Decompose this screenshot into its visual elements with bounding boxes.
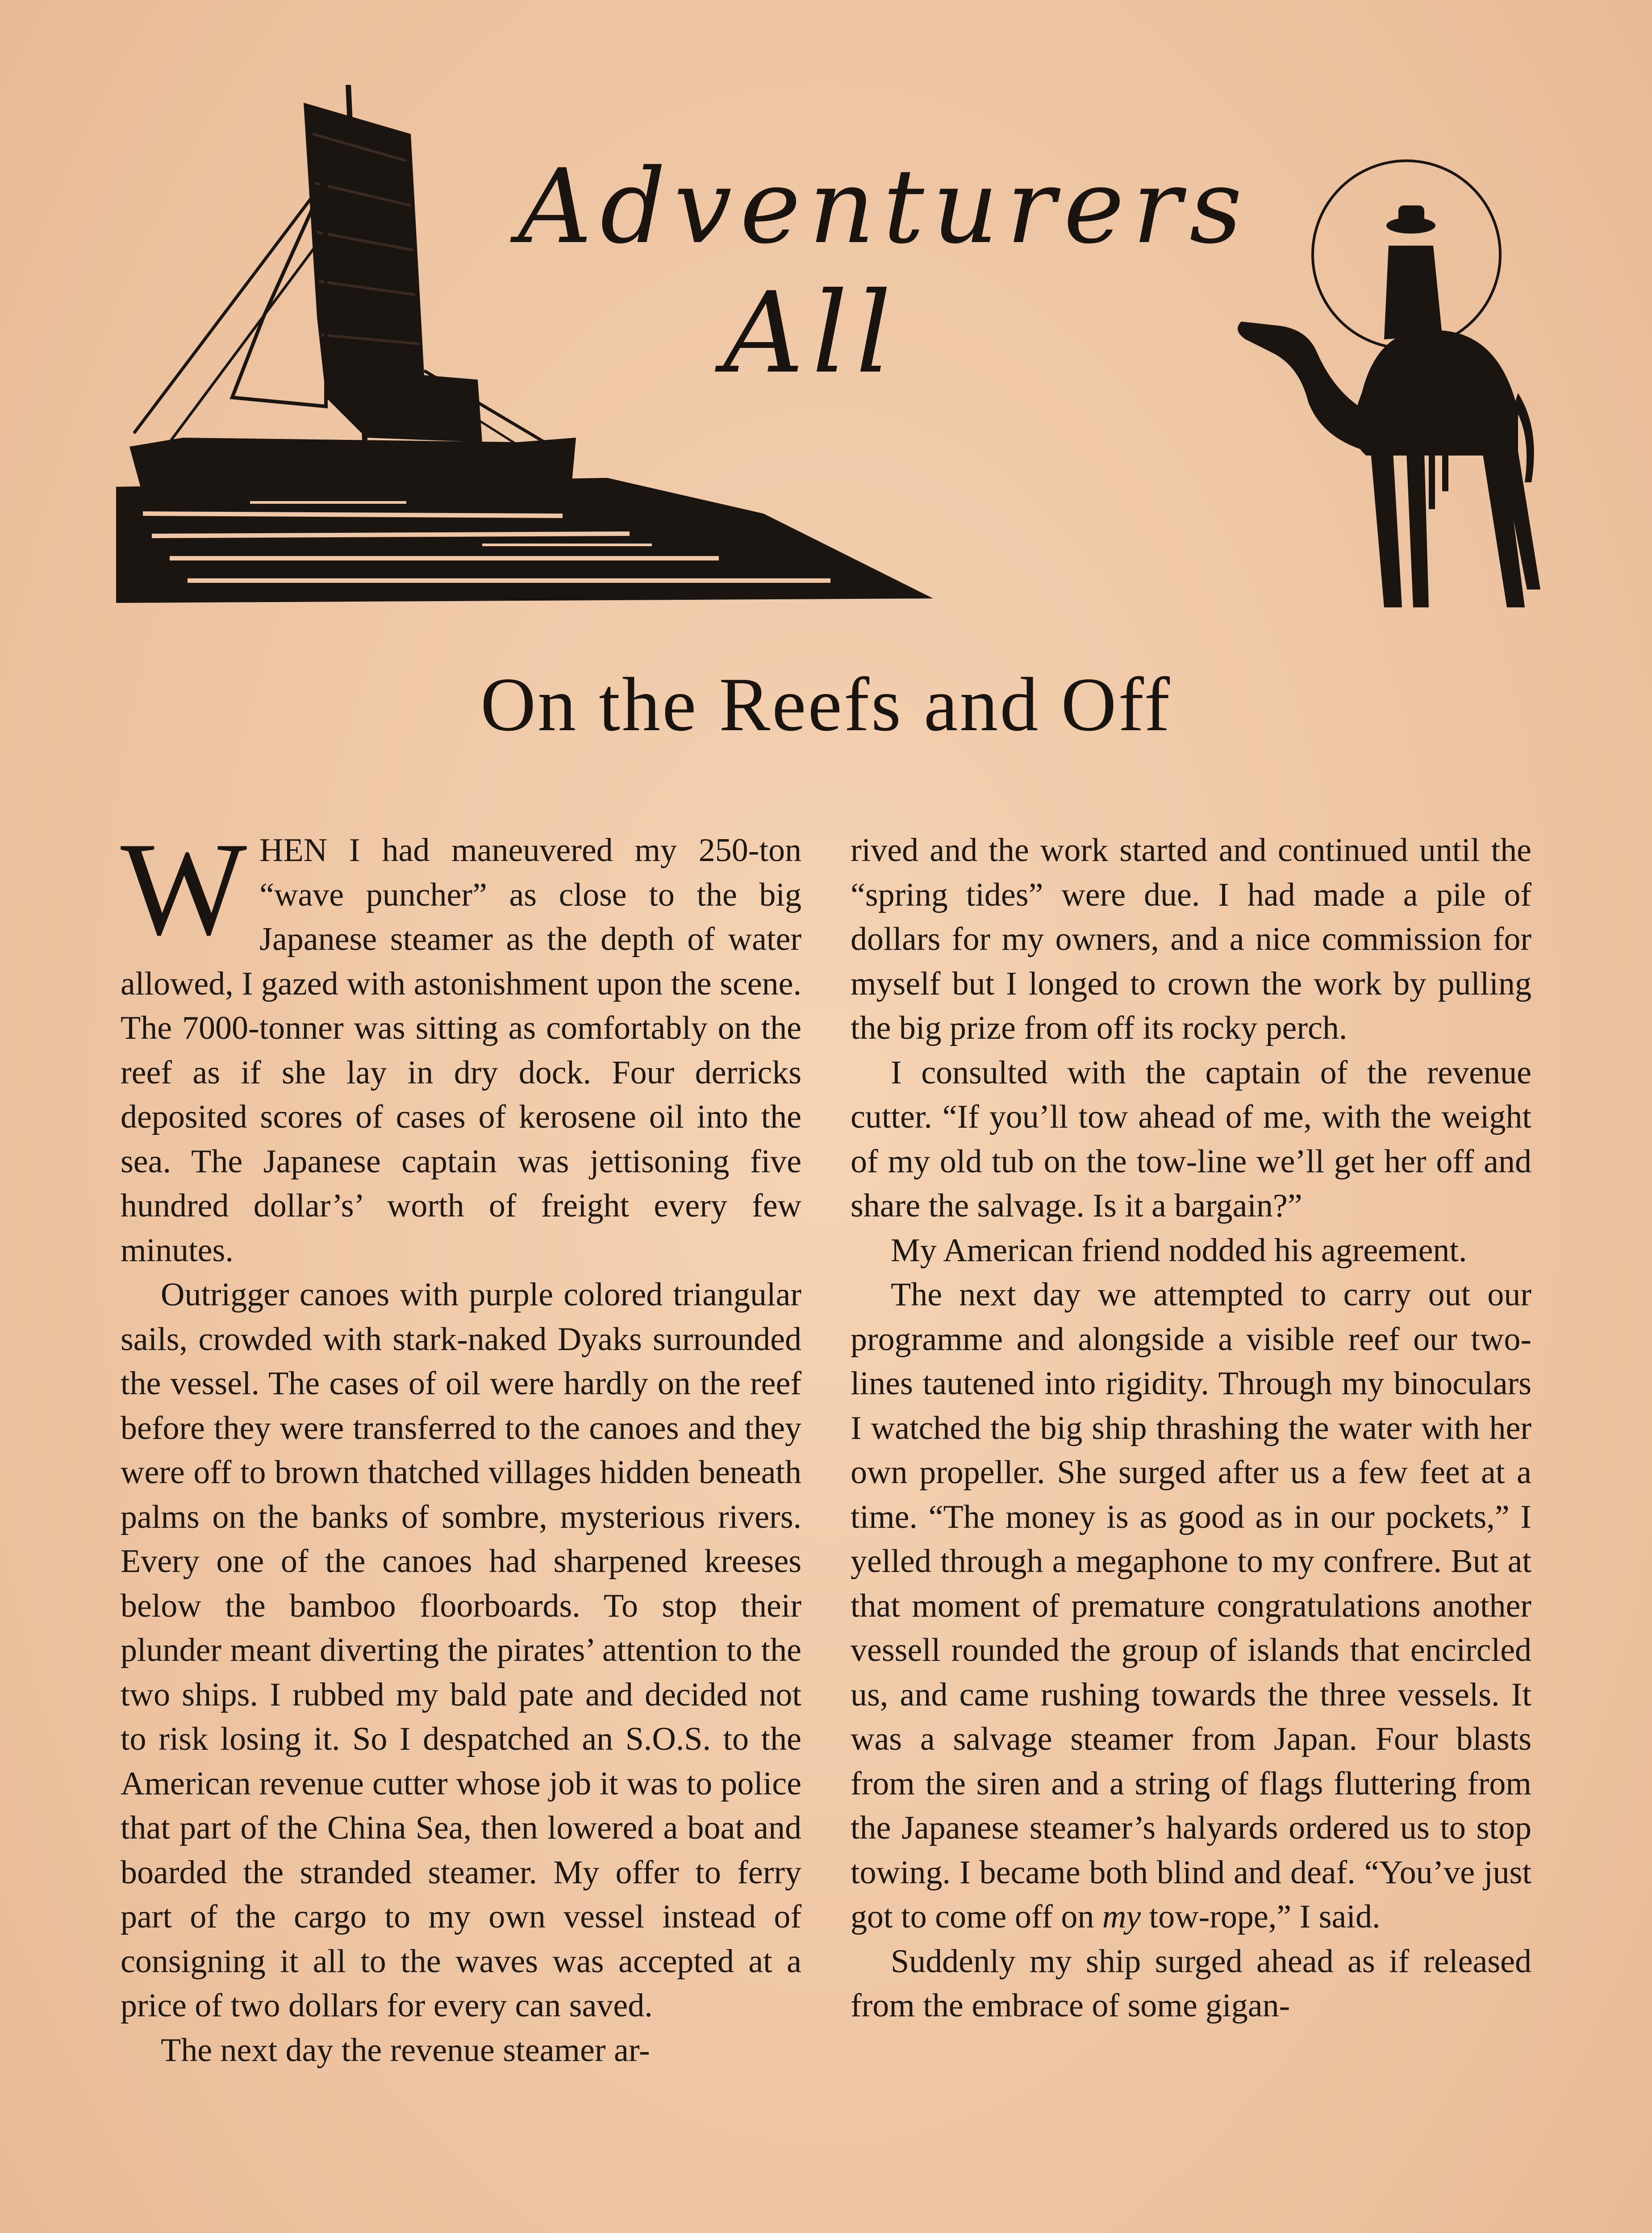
paragraph: Suddenly my ship surged ahead as if released from the embrace of some gigan- [851,1943,1531,2024]
paragraph-text: tow-rope,” I said. [1149,1898,1381,1935]
right-text-column [851,828,1531,2233]
italic-word: my [1102,1898,1141,1935]
paragraph-text: The next day we attempted to carry out our programme and alongside a visible reef our two-lines tautened into rigidity. Through my binoculars I watched the big ship thrashing the water with her own propeller. She surged after us a few feet at a time. “The money is as good as in our pockets,” I yelled through a megaphone to my confrere. But at that moment of premature congratulations another vessell rounded the group of islands that encircled us, and came rushing towards the three vessels. It was a salvage steamer from Japan. Four blasts from the siren and a string of flags fluttering from the Japanese steamer’s halyards ordered us to stop towing. I became both blind and deaf. “You’ve just got to come off on [851,1276,1531,1935]
paragraph: I consulted with the captain of the revenue cutter. “If you’ll tow ahead of me, with the weight of my old tub on the tow-line we’ll get her off and share the salvage. Is it a bargain?” [851,1054,1531,1224]
paragraph: HEN I had maneuvered my 250-ton “wave puncher” as close to the big Japanese steamer as the depth of water allowed, I gazed with astonishment upon the scene. The 7000-tonner was sitting as comfortably on the reef as if she lay in dry dock. Four derricks deposited scores of cases of kerosene oil into the sea. The Japanese captain was jettisoning five hundred dollar’s’ worth of freight every few minutes. [121,832,801,1269]
section-heading-line-2: All [723,268,900,398]
camel-rider-illustration [1232,143,1545,625]
left-text-column [121,828,801,2233]
story-title: On the Reefs and Off [480,662,1172,747]
paragraph: rived and the work started and continued until the “spring tides” were due. I had made a pile of dollars for my owners, and a nice commission for myself but I longed to crown the work by pulling the big prize from off its rocky perch. [851,832,1531,1046]
drop-cap: W [121,828,247,963]
paragraph [851,1273,1531,1940]
section-heading-line-1: Adventurers [518,147,1251,267]
paragraph: Outrigger canoes with purple colored triangular sails, crowded with stark-naked Dyaks surrounded the vessel. The cases of oil were hardly on the reef before they were transferred to the canoes and they were off to brown thatched villages hidden beneath palms on the banks of sombre, mysterious rivers. Every one of the canoes had sharpened kreeses below the bamboo floorboards. To stop their plunder meant diverting the pirates’ attention to the two ships. I rubbed my bald pate and decided not to risk losing it. So I despatched an S.O.S. to the American revenue cutter whose job it was to police that part of the China Sea, then lowered a boat and boarded the stranded steamer. My offer to ferry part of the cargo to my own vessel instead of consigning it all to the waves was accepted at a price of two dollars for every can saved. [121,1276,801,2024]
paragraph: My American friend nodded his agreement. [891,1232,1467,1269]
paragraph: The next day the revenue steamer ar- [161,2032,650,2069]
